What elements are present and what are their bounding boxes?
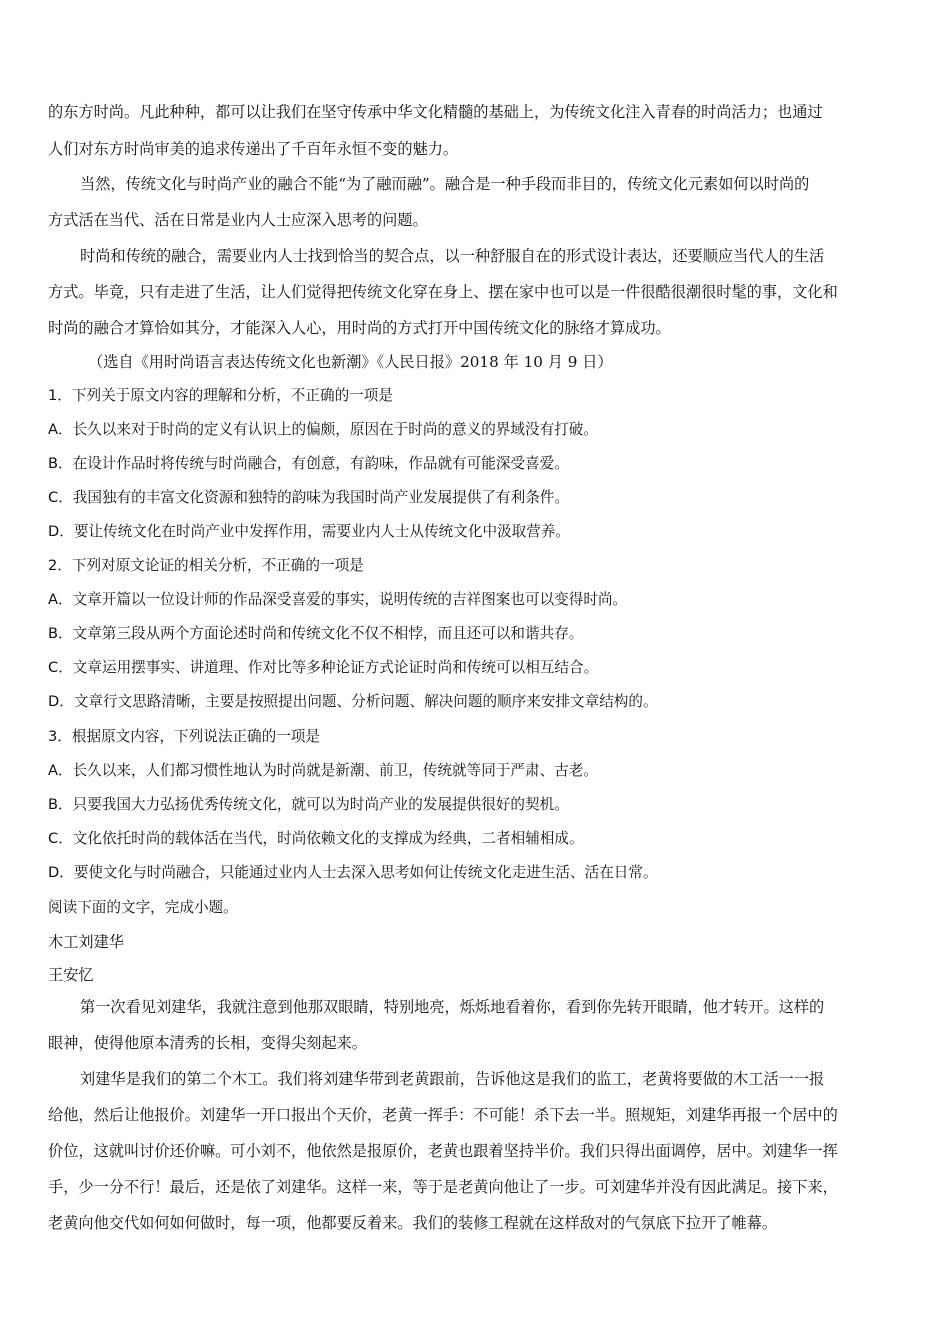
story-author: 王安忆: [48, 966, 94, 984]
passage-line: 方式活在当代、活在日常是业内人士应深入思考的问题。: [48, 211, 428, 229]
story-line: 给他，然后让他报价。刘建华一开口报出个天价，老黄一挥手：不可能！杀下去一半。照规矩，刘建华再报一个居中的: [48, 1106, 838, 1124]
story-line: 手，少一分不行！最后，还是依了刘建华。这样一来，等于是老黄向他让了一步。可刘建华并没有因此满足。接下来，: [48, 1178, 838, 1196]
question-option: D．要让传统文化在时尚产业中发挥作用，需要业内人士从传统文化中汲取营养。: [48, 523, 571, 540]
story-title: 木工刘建华: [48, 933, 124, 951]
passage-line: 人们对东方时尚审美的追求传递出了千百年永恒不变的魅力。: [48, 140, 459, 158]
passage-line: 时尚的融合才算恰如其分，才能深入人心，用时尚的方式打开中国传统文化的脉络才算成功。: [48, 319, 671, 337]
question-option: C．文章运用摆事实、讲道理、作对比等多种论证方式论证时尚和传统可以相互结合。: [48, 659, 599, 676]
question-option: C．我国独有的丰富文化资源和独特的韵味为我国时尚产业发展提供了有利条件。: [48, 489, 569, 506]
question-stem: 2．下列对原文论证的相关分析，不正确的一项是: [48, 557, 364, 574]
story-line: 老黄向他交代如何如何做时，每一项，他都要反着来。我们的装修工程就在这样敌对的气氛底下拉开了帷幕。: [48, 1214, 777, 1232]
passage-line: 方式。毕竟，只有走进了生活，让人们觉得把传统文化穿在身上、摆在家中也可以是一件很酷很潮很时髦的事，文化和: [48, 283, 838, 301]
passage-line: 的东方时尚。凡此种种，都可以让我们在坚守传承中华文化精髓的基础上，为传统文化注入青春的时尚活力；也通过: [48, 103, 823, 121]
question-option: A．文章开篇以一位设计师的作品深受喜爱的事实，说明传统的吉祥图案也可以变得时尚。: [48, 591, 628, 608]
story-line: 刘建华是我们的第二个木工。我们将刘建华带到老黄跟前，告诉他这是我们的监工，老黄将要做的木工活一一报: [80, 1070, 825, 1088]
story-line: 第一次看见刘建华，我就注意到他那双眼睛，特别地亮，烁烁地看着你，看到你先转开眼睛，他才转开。这样的: [80, 998, 825, 1016]
question-option: D．要使文化与时尚融合，只能通过业内人士去深入思考如何让传统文化走进生活、活在日常。: [48, 864, 658, 881]
question-option: B．在设计作品时将传统与时尚融合，有创意，有韵味，作品就有可能深受喜爱。: [48, 455, 569, 472]
question-stem: 3．根据原文内容，下列说法正确的一项是: [48, 728, 320, 745]
passage-source: （选自《用时尚语言表达传统文化也新潮》《人民日报》2018 年 10 月 9 日）: [88, 353, 613, 371]
question-option: B．只要我国大力弘扬优秀传统文化，就可以为时尚产业的发展提供很好的契机。: [48, 796, 569, 813]
passage-line: 时尚和传统的融合，需要业内人士找到恰当的契合点，以一种舒服自在的形式设计表达，还要顺应当代人的生活: [80, 247, 825, 265]
passage-line: 当然，传统文化与时尚产业的融合不能“为了融而融”。融合是一种手段而非目的，传统文化元素如何以时尚的: [80, 175, 810, 193]
story-line: 价位，这就叫讨价还价嘛。可小刘不，他依然是报原价，老黄也跟着坚持半价。我们只得出面调停，居中。刘建华一挥: [48, 1142, 838, 1160]
question-option: C．文化依托时尚的载体活在当代，时尚依赖文化的支撑成为经典，二者相辅相成。: [48, 830, 584, 847]
question-stem: 1．下列关于原文内容的理解和分析，不正确的一项是: [48, 387, 393, 404]
question-option: A．长久以来对于时尚的定义有认识上的偏颇，原因在于时尚的意义的界域没有打破。: [48, 421, 598, 438]
question-option: D．文章行文思路清晰，主要是按照提出问题、分析问题、解决问题的顺序来安排文章结构的。: [48, 693, 658, 710]
story-line: 眼神，使得他原本清秀的长相，变得尖刻起来。: [48, 1034, 367, 1052]
question-option: B．文章第三段从两个方面论述时尚和传统文化不仅不相悖，而且还可以和谐共存。: [48, 625, 584, 642]
question-option: A．长久以来，人们都习惯性地认为时尚就是新潮、前卫，传统就等同于严肃、古老。: [48, 762, 598, 779]
reading-prompt: 阅读下面的文字，完成小题。: [48, 899, 238, 916]
